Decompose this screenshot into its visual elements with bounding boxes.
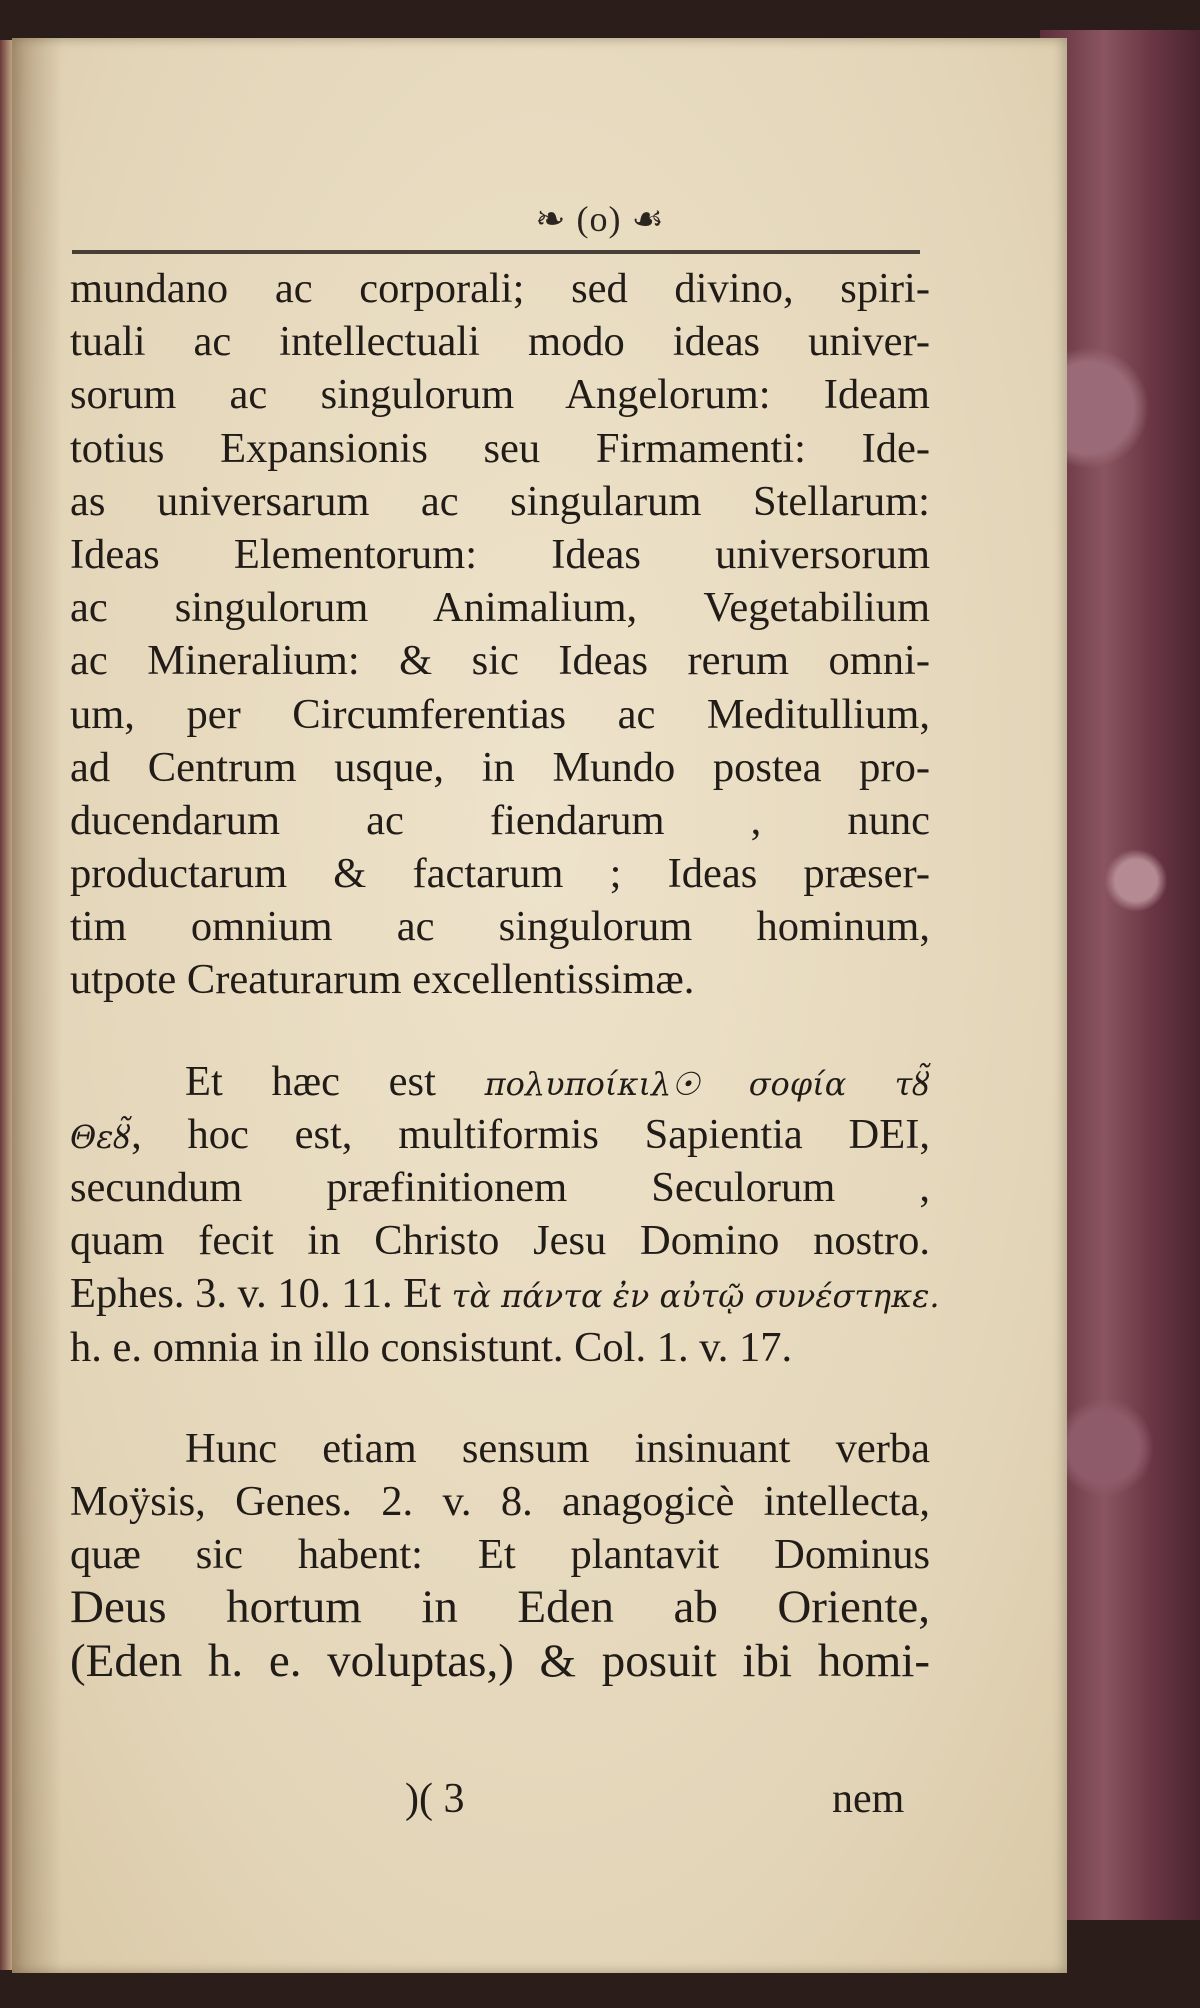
text-line: utpote Creaturarum excellentissimæ.	[70, 956, 695, 1004]
text-line: secundum præfinitionem Seculorum ,	[70, 1164, 930, 1211]
text-line: ac singulorum Animalium, Vegetabilium	[70, 584, 930, 632]
greek-text: σοφία τȣ̃	[748, 1064, 930, 1103]
ornament-right-icon: ☙	[631, 199, 665, 239]
ornament-left-icon: ❧	[535, 199, 567, 239]
text-line: mundano ac corporali; sed divino, spiri-	[70, 265, 930, 312]
greek-text: τὰ πάντα ἐν αὐτῷ συνέστηκε.	[451, 1277, 940, 1316]
page-number: (o)	[576, 199, 622, 239]
page-header	[0, 198, 1200, 240]
text-line: ad Centrum usque, in Mundo postea pro-	[70, 743, 930, 791]
signature-mark: )( 3	[405, 1776, 465, 1822]
text-line: tuali ac intellectuali modo ideas univer-	[70, 318, 930, 366]
text-line: sorum ac singulorum Angelorum: Ideam	[70, 371, 930, 419]
text-line: (Eden h. e. voluptas,) & posuit ibi homi-	[70, 1634, 930, 1687]
para2-line-5: Ephes. 3. v. 10. 11. Et τὰ πάντα ἐν αὐτῷ συνέστηκε.	[70, 1270, 940, 1318]
para2-line-2: Θεȣ̃, hoc est, multiformis Sapientia DEI,	[70, 1110, 930, 1158]
text-line: Moÿsis, Genes. 2. v. 8. anagogicè intellecta,	[70, 1477, 930, 1525]
page-text	[70, 262, 940, 1688]
greek-text: πολυποίκιλ☉	[484, 1064, 700, 1103]
text-line: h. e. omnia in illo consistunt. Col. 1. v. 17.	[70, 1323, 793, 1371]
text-line: ducendarum ac fiendarum , nunc	[70, 796, 930, 844]
text-line: um, per Circumferentias ac Meditullium,	[70, 690, 930, 738]
text-line: tim omnium ac singulorum hominum,	[70, 903, 930, 951]
text-line: Deus hortum in Eden ab Oriente,	[70, 1581, 930, 1634]
text-line: Hunc etiam sensum insinuant verba	[185, 1424, 930, 1472]
catchword: nem	[832, 1776, 905, 1822]
para2-line-1: Et hæc est πολυποίκιλ☉ σοφία τȣ̃	[185, 1057, 930, 1105]
text-line: ac Mineralium: & sic Ideas rerum omni-	[70, 637, 930, 685]
header-rule	[72, 250, 920, 254]
text-line: quæ sic habent: Et plantavit Dominus	[70, 1531, 930, 1579]
greek-text: Θεȣ̃	[70, 1117, 132, 1156]
text-line: Ideas Elementorum: Ideas universorum	[70, 530, 930, 578]
text-line: totius Expansionis seu Firmamenti: Ide-	[70, 424, 930, 472]
page-footer	[0, 1775, 1200, 1835]
page-gutter-shadow	[12, 38, 62, 1973]
text-line: productarum & factarum ; Ideas præser-	[70, 850, 930, 898]
text-line: as universarum ac singularum Stellarum:	[70, 477, 930, 525]
text-line: quam fecit in Christo Jesu Domino nostro.	[70, 1217, 930, 1265]
